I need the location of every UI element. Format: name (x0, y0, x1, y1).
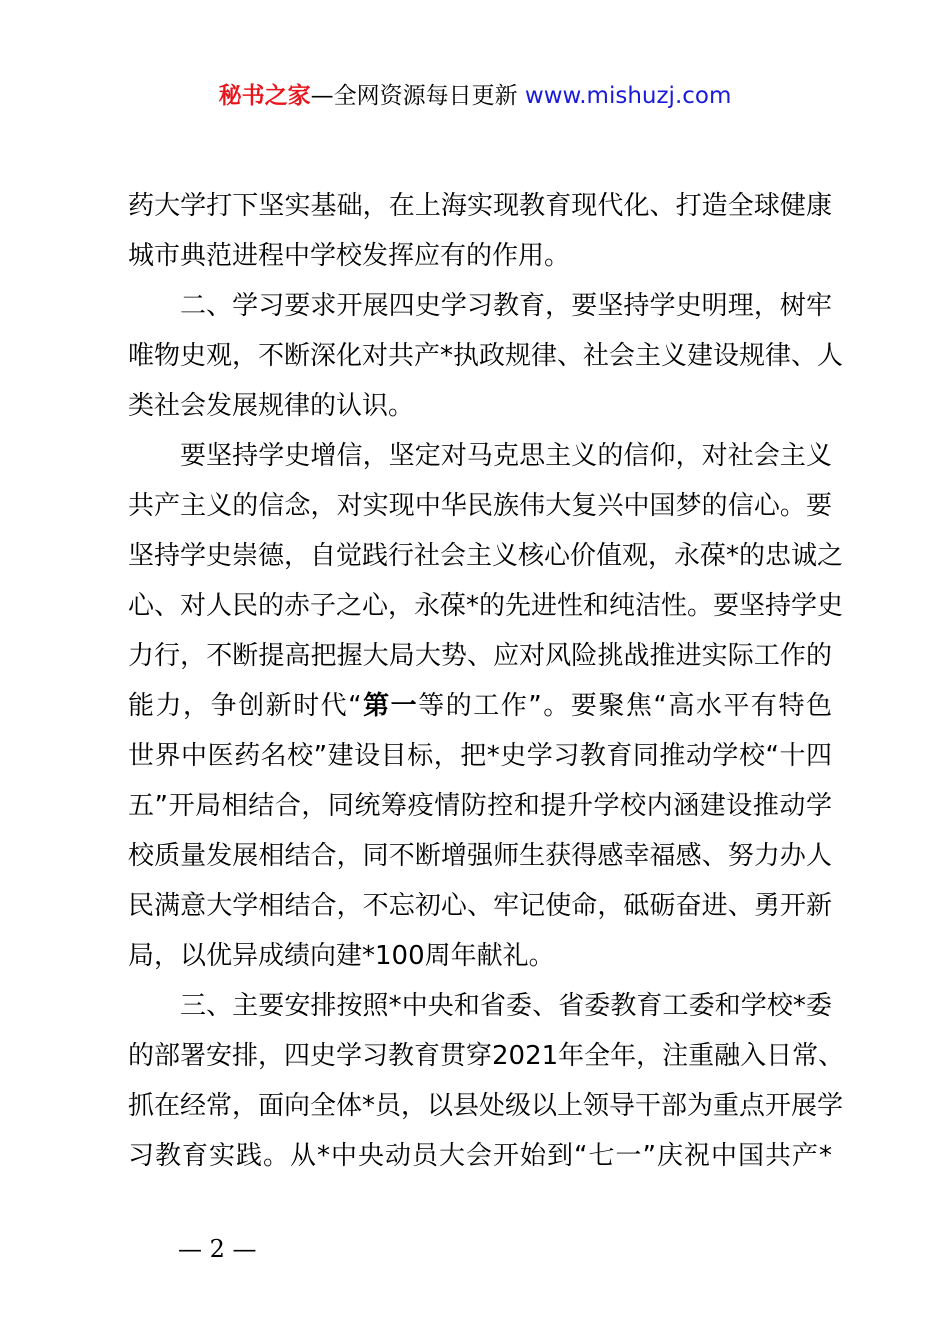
body-line (128, 381, 832, 431)
document-body (128, 181, 845, 1181)
body-line (128, 581, 844, 631)
line-text: 民满意大学相结合，不忘初心、牢记使命，砥砺奋进、勇开新 (128, 891, 832, 921)
line-text: 校质量发展相结合，同不断增强师生获得感幸福感、努力办人 (128, 841, 832, 871)
line-text: 要坚持学史增信，坚定对马克思主义的信仰，对社会主义 (180, 441, 832, 471)
site-tagline: —全网资源每日更新 (310, 83, 518, 109)
body-line (128, 981, 832, 1031)
body-line (128, 831, 832, 881)
body-line (128, 881, 832, 931)
line-text: 城市典范进程中学校发挥应有的作用。 (128, 241, 571, 271)
site-url-link[interactable]: www.mishuzj.com (524, 83, 732, 109)
body-line (128, 681, 832, 731)
body-line (128, 181, 832, 231)
line-text: 世界中医药名校”建设目标，把*史学习教育同推动学校“十四 (128, 741, 832, 771)
site-brand: 秘书之家 (218, 83, 311, 109)
line-text: 等的工作”。要聚焦“高水平有特色 (418, 691, 832, 721)
line-text: 局，以优异成绩向建*100周年献礼。 (128, 941, 555, 971)
site-header (0, 78, 950, 114)
body-line (128, 481, 832, 531)
line-text: 药大学打下坚实基础，在上海实现教育现代化、打造全球健康 (128, 191, 832, 221)
body-line (128, 931, 832, 981)
body-line (128, 281, 832, 331)
body-line (128, 531, 844, 581)
line-text: 类社会发展规律的认识。 (128, 391, 415, 421)
line-text: 力行，不断提高把握大局大势、应对风险挑战推进实际工作的 (128, 641, 832, 671)
line-text: 三、主要安排按照*中央和省委、省委教育工委和学校*委 (180, 991, 832, 1021)
body-line (128, 631, 832, 681)
line-text: 能力，争创新时代“ (128, 691, 362, 721)
line-text: 共产主义的信念，对实现中华民族伟大复兴中国梦的信心。要 (128, 491, 832, 521)
line-text: 心、对人民的赤子之心，永葆*的先进性和纯洁性。要坚持学史 (128, 591, 844, 621)
page-number: — 2 — (178, 1235, 257, 1263)
line-text: 坚持学史崇德，自觉践行社会主义核心价值观，永葆*的忠诚之 (128, 541, 844, 571)
body-line (128, 431, 832, 481)
line-text: 二、学习要求开展四史学习教育，要坚持学史明理，树牢 (180, 291, 832, 321)
line-text: 抓在经常，面向全体*员，以县处级以上领导干部为重点开展学 (128, 1091, 844, 1121)
line-text: 五”开局相结合，同统筹疫情防控和提升学校内涵建设推动学 (128, 791, 832, 821)
body-line (128, 781, 832, 831)
body-line (128, 331, 844, 381)
line-text: 唯物史观，不断深化对共产*执政规律、社会主义建设规律、人 (128, 341, 844, 371)
emphasis-text: 第一 (361, 691, 419, 721)
line-text: 的部署安排，四史学习教育贯穿2021年全年，注重融入日常、 (128, 1041, 845, 1071)
body-line (128, 231, 832, 281)
body-line (128, 1081, 844, 1131)
body-line (128, 1131, 832, 1181)
body-line (128, 731, 832, 781)
line-text: 习教育实践。从*中央动员大会开始到“七一”庆祝中国共产* (128, 1141, 832, 1171)
body-line (128, 1031, 845, 1081)
